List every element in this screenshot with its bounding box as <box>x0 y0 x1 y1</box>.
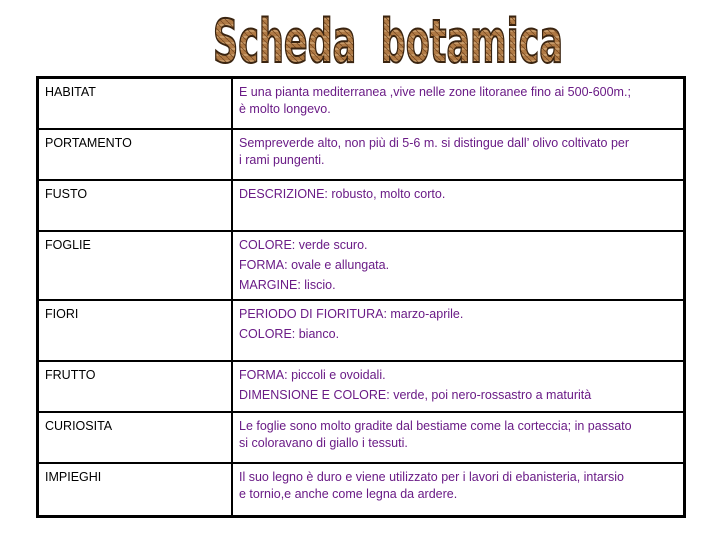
table-row-foglie <box>38 231 685 300</box>
value-line: DIMENSIONE E COLORE: verde, poi nero-rossastro a maturità <box>239 388 592 402</box>
value-line: i rami pungenti. <box>239 153 325 167</box>
row-value <box>232 180 685 231</box>
table-row-habitat <box>38 78 685 130</box>
value-line: FORMA: piccoli e ovoidali. <box>239 368 386 382</box>
value-line: MARGINE: liscio. <box>239 278 336 292</box>
row-label: FRUTTO <box>38 361 233 412</box>
value-line: si coloravano di giallo i tessuti. <box>239 436 408 450</box>
page-title-container <box>0 4 720 70</box>
table-row-fusto <box>38 180 685 231</box>
table-row-portamento <box>38 129 685 180</box>
page-title-text: Scheda botamica <box>213 7 563 70</box>
table-row-curiosita <box>38 412 685 463</box>
row-label: PORTAMENTO <box>38 129 233 180</box>
row-label: FIORI <box>38 300 233 361</box>
row-value <box>232 78 685 130</box>
table-row-frutto <box>38 361 685 412</box>
value-line: E una pianta mediterranea ,vive nelle zone litoranee fino ai 500-600m.; <box>239 85 631 99</box>
botanical-table <box>36 76 686 518</box>
value-line: è molto longevo. <box>239 102 331 116</box>
value-line: FORMA: ovale e allungata. <box>239 258 390 272</box>
value-line: Le foglie sono molto gradite dal bestiame come la corteccia; in passato <box>239 419 632 433</box>
page-title <box>0 4 720 70</box>
value-line: Il suo legno è duro e viene utilizzato per i lavori di ebanisteria, intarsio <box>239 470 624 484</box>
row-label: IMPIEGHI <box>38 463 233 517</box>
row-value <box>232 129 685 180</box>
value-line: DESCRIZIONE: robusto, molto corto. <box>239 187 446 201</box>
value-line: COLORE: verde scuro. <box>239 238 368 252</box>
row-label: CURIOSITA <box>38 412 233 463</box>
value-line: Sempreverde alto, non più di 5-6 m. si distingue dall’ olivo coltivato per <box>239 136 630 150</box>
row-value <box>232 412 685 463</box>
table-row-impieghi <box>38 463 685 517</box>
value-line: PERIODO DI FIORITURA: marzo-aprile. <box>239 307 464 321</box>
row-value <box>232 463 685 517</box>
row-value <box>232 361 685 412</box>
value-line: e tornio,e anche come legna da ardere. <box>239 487 458 501</box>
row-label: FUSTO <box>38 180 233 231</box>
table-row-fiori <box>38 300 685 361</box>
row-value <box>232 231 685 300</box>
row-value <box>232 300 685 361</box>
value-line: COLORE: bianco. <box>239 327 340 341</box>
row-label: FOGLIE <box>38 231 233 300</box>
row-label: HABITAT <box>38 78 233 130</box>
